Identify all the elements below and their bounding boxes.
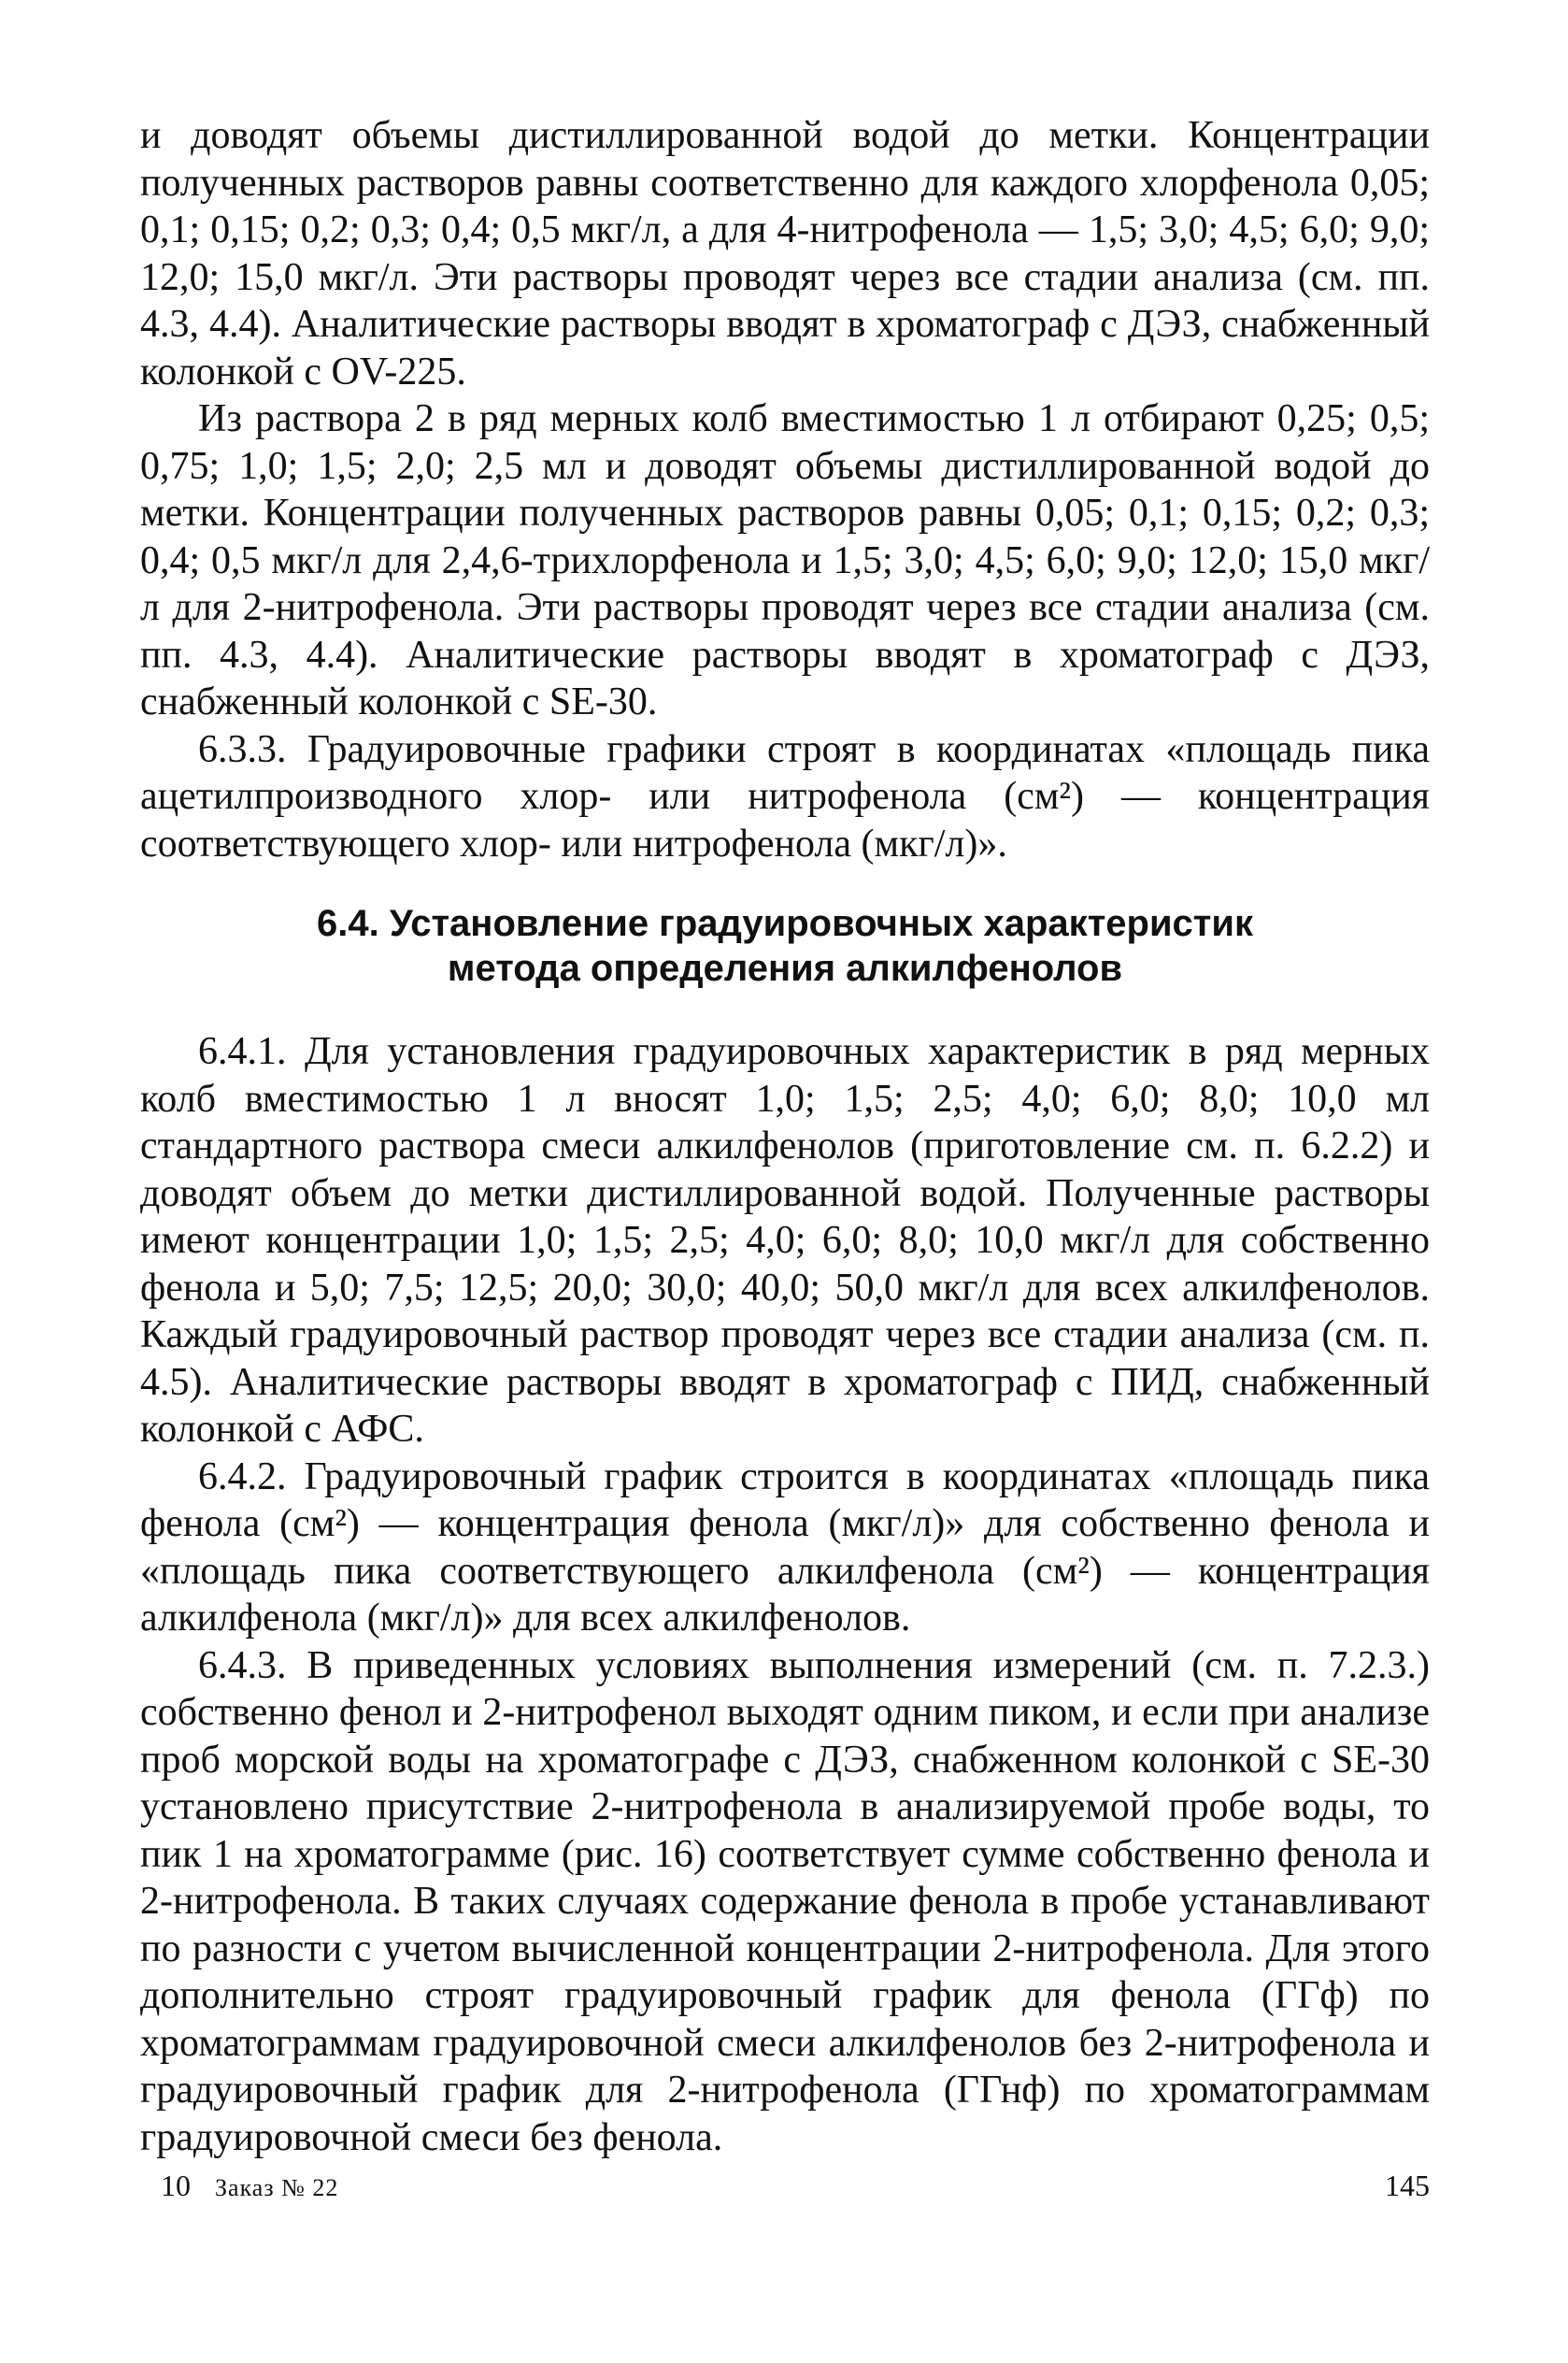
- paragraph-solution-2: Из раствора 2 в ряд мерных колб вместимостью 1 л отбирают 0,25; 0,5; 0,75; 1,0; 1,5; 2,0; 2,5 мл и доводят объемы дистиллированной водой до метки. Концентрации полученных растворов равны 0,05; 0,1; 0,15; 0,2; 0,3; 0,4; 0,5 мкг/л для 2,4,6-трихлорфенола и 1,5; 3,0; 4,5; 6,0; 9,0; 12,0; 15,0 мкг/л для 2-нитрофенола. Эти растворы проводят через все стадии анализа (см. пп. 4.3, 4.4). Аналитические растворы вводят в хроматограф с ДЭЗ, снабженный колонкой с SE-30.: [140, 397, 1430, 723]
- section-heading-line-2: метода определения алкилфенолов: [447, 948, 1123, 989]
- section-heading: [140, 901, 1430, 991]
- paragraph-6-3-3: 6.3.3. Градуировочные графики строят в координатах «площадь пика ацетилпроизводного хлор- или нитрофенола (см²) — концентрация соответствующего хлор- или нитрофенола (мкг/л)».: [140, 727, 1430, 866]
- signature-label: Заказ № 22: [215, 2174, 339, 2201]
- section-heading-line-1: 6.4. Установление градуировочных характеристик: [317, 903, 1253, 944]
- signature-number: 10: [161, 2169, 191, 2202]
- printer-signature: [161, 2167, 338, 2207]
- paragraph-6-4-2: 6.4.2. Градуировочный график строится в координатах «площадь пика фенола (см²) — концентрация фенола (мкг/л)» для собственно фенола и «площадь пика соответствующего алкилфенола (см²) — концентрация алкилфенола (мкг/л)» для всех алкилфенолов.: [140, 1454, 1430, 1640]
- page-footer: [161, 2167, 1430, 2207]
- page-body: [140, 112, 1430, 2161]
- paragraph-continuation: и доводят объемы дистиллированной водой до метки. Концентрации полученных растворов равны соответственно для каждого хлорфенола 0,05; 0,1; 0,15; 0,2; 0,3; 0,4; 0,5 мкг/л, а для 4-нитрофенола — 1,5; 3,0; 4,5; 6,0; 9,0; 12,0; 15,0 мкг/л. Эти растворы проводят через все стадии анализа (см. пп. 4.3, 4.4). Аналитические растворы вводят в хроматограф с ДЭЗ, снабженный колонкой с OV-225.: [140, 114, 1430, 394]
- paragraph-6-4-3: 6.4.3. В приведенных условиях выполнения измерений (см. п. 7.2.3.) собственно фенол и 2-нитрофенол выходят одним пиком, и если при анализе проб морской воды на хроматографе с ДЭЗ, снабженном колонкой с SE-30 установлено присутствие 2-нитрофенола в анализируемой пробе воды, то пик 1 на хроматограмме (рис. 16) соответствует сумме собственно фенола и 2-нитрофенола. В таких случаях содержание фенола в пробе устанавливают по разности с учетом вычисленной концентрации 2-нитрофенола. Для этого дополнительно строят градуировочный график для фенола (ГГф) по хроматограммам градуировочной смеси алкилфенолов без 2-нитрофенола и градуировочный график для 2-нитрофенола (ГГнф) по хроматограммам градуировочной смеси без фенола.: [140, 1643, 1430, 2159]
- page-number: 145: [1385, 2169, 1430, 2202]
- paragraph-6-4-1: 6.4.1. Для установления градуировочных характеристик в ряд мерных колб вместимостью 1 л вносят 1,0; 1,5; 2,5; 4,0; 6,0; 8,0; 10,0 мл стандартного раствора смеси алкилфенолов (приготовление см. п. 6.2.2) и доводят объем до метки дистиллированной водой. Полученные растворы имеют концентрации 1,0; 1,5; 2,5; 4,0; 6,0; 8,0; 10,0 мкг/л для собственно фенола и 5,0; 7,5; 12,5; 20,0; 30,0; 40,0; 50,0 мкг/л для всех алкилфенолов. Каждый градуировочный раствор проводят через все стадии анализа (см. п. 4.5). Аналитические растворы вводят в хроматограф с ПИД, снабженный колонкой с АФС.: [140, 1030, 1430, 1451]
